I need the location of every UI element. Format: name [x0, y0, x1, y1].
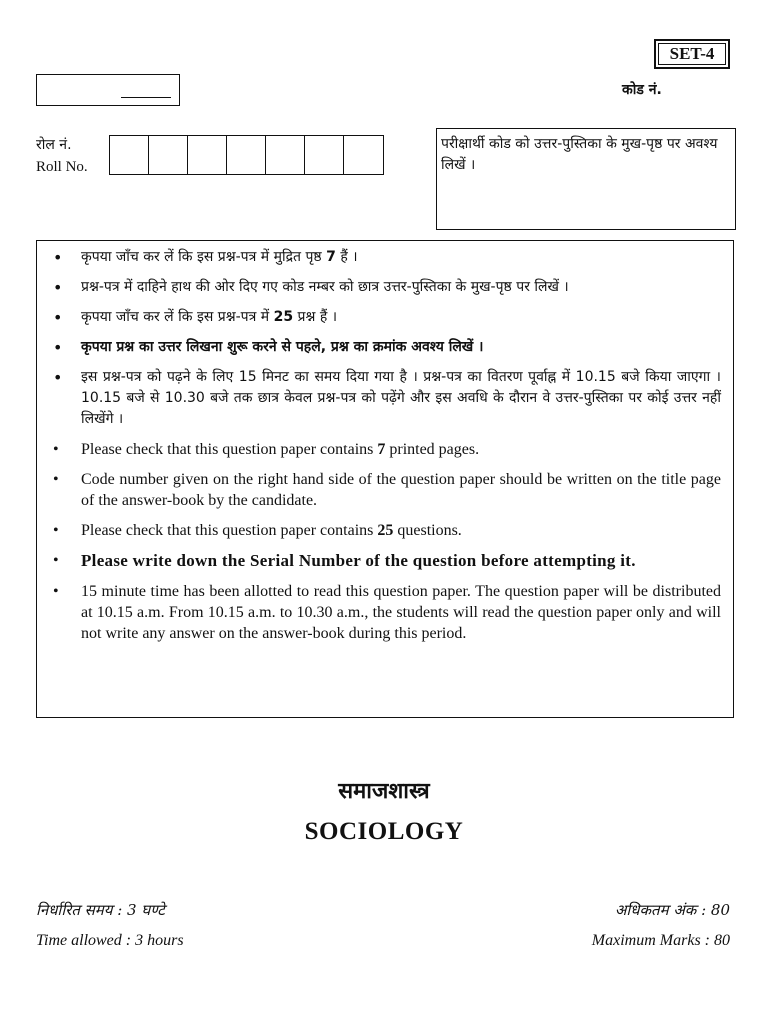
instruction-text: कृपया जाँच कर लें कि इस प्रश्न-पत्र में मुद्रित पृष्ठ 7 हैं ।	[81, 249, 358, 265]
instruction-text: Please write down the Serial Number of the question before attempting it.	[81, 551, 636, 570]
bullet-icon: •	[53, 522, 59, 539]
instruction-item	[49, 277, 721, 298]
candidate-code-note: परीक्षार्थी कोड को उत्तर-पुस्तिका के मुख-पृष्ठ पर अवश्य लिखें ।	[441, 136, 718, 173]
roll-number-cell[interactable]	[305, 136, 344, 174]
bullet-icon: •	[53, 583, 59, 600]
subject-title-english: SOCIOLOGY	[304, 818, 464, 845]
bullet-icon: •	[53, 338, 63, 357]
roll-number-cell[interactable]	[188, 136, 227, 174]
bullet-icon: •	[53, 278, 63, 297]
instruction-text: Please check that this question paper contains 25 questions.	[81, 522, 462, 539]
time-allowed-english: Time allowed : 3 hours	[36, 932, 184, 949]
bullet-icon: •	[53, 441, 59, 458]
roll-number-cell[interactable]	[149, 136, 188, 174]
code-number-box	[36, 74, 180, 106]
roll-number-label-hindi: रोल नं.	[36, 137, 72, 153]
instruction-item	[49, 247, 721, 268]
instruction-text: कृपया जाँच कर लें कि इस प्रश्न-पत्र में 25 प्रश्न हैं ।	[81, 309, 338, 325]
instruction-item	[49, 367, 721, 430]
roll-number-cell[interactable]	[110, 136, 149, 174]
bullet-icon: •	[53, 368, 63, 387]
roll-number-grid[interactable]	[109, 135, 384, 175]
instruction-text: Code number given on the right hand side of the question paper should be written on the title page of the answer-book by the candidate.	[81, 471, 721, 509]
roll-number-cell[interactable]	[266, 136, 305, 174]
instruction-item	[49, 581, 721, 644]
instruction-item	[49, 439, 721, 460]
instruction-text: Please check that this question paper contains 7 printed pages.	[81, 441, 480, 458]
instruction-text: 15 minute time has been allotted to read this question paper. The question paper will be distributed at 10.15 a.m. From 10.15 a.m. to 10.30 a.m., the students will read the question paper only and will not write any answer on the answer-book during this period.	[81, 583, 721, 642]
code-number-underline	[121, 97, 171, 98]
roll-number-cell[interactable]	[227, 136, 266, 174]
code-number-label: कोड नं.	[622, 82, 662, 98]
set-number-box	[654, 39, 730, 69]
candidate-code-note-box	[436, 128, 736, 230]
bullet-icon: •	[53, 552, 59, 569]
roll-number-label-english: Roll No.	[36, 159, 88, 175]
instruction-text: इस प्रश्न-पत्र को पढ़ने के लिए 15 मिनट का समय दिया गया है । प्रश्न-पत्र का वितरण पूर्वाह्न में 10.15 बजे किया जाएगा । 10.15 बजे से 10.30 बजे तक छात्र केवल प्रश्न-पत्र को पढ़ेंगे और इस अवधि के दौरान वे उत्तर-पुस्तिका पर कोई उत्तर नहीं लिखेंगे ।	[81, 369, 721, 427]
instruction-item	[49, 307, 721, 328]
max-marks-hindi: अधिकतम अंक : 80	[614, 901, 730, 919]
instructions-box	[36, 240, 734, 718]
instructions-list	[49, 247, 721, 644]
instruction-item	[49, 469, 721, 511]
instruction-text: कृपया प्रश्न का उत्तर लिखना शुरू करने से पहले, प्रश्न का क्रमांक अवश्य लिखें ।	[81, 339, 484, 355]
roll-number-cell[interactable]	[344, 136, 383, 174]
bullet-icon: •	[53, 308, 63, 327]
instruction-text: प्रश्न-पत्र में दाहिने हाथ की ओर दिए गए कोड नम्बर को छात्र उत्तर-पुस्तिका के मुख-पृष्ठ पर लिखें ।	[81, 279, 569, 295]
bullet-icon: •	[53, 471, 59, 488]
time-allowed-hindi: निर्धारित समय : 3 घण्टे	[36, 901, 165, 919]
instruction-item	[49, 550, 721, 572]
max-marks-english: Maximum Marks : 80	[591, 932, 730, 949]
bullet-icon: •	[53, 248, 63, 267]
roll-number-label	[36, 134, 88, 178]
subject-title-hindi: समाजशास्त्र	[338, 779, 430, 804]
instruction-item	[49, 337, 721, 358]
instruction-item	[49, 520, 721, 541]
set-number: SET-4	[669, 44, 715, 63]
